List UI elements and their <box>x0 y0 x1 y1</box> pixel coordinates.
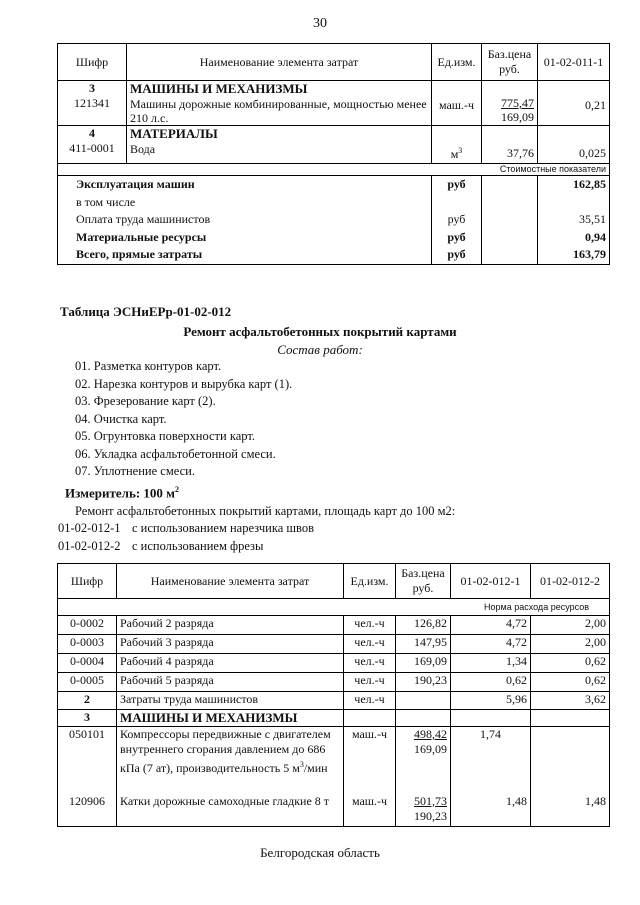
section-code: 4 <box>89 126 95 140</box>
resource-code: 0-0005 <box>58 673 117 692</box>
section-title: МАШИНЫ И МЕХАНИЗМЫ <box>130 81 308 96</box>
norm-value-1: 1,34 <box>451 654 531 673</box>
resource-unit: чел.-ч <box>344 654 396 673</box>
col-header-price: Баз.цена руб. <box>396 564 451 599</box>
norm-value-2: 1,48 <box>531 794 610 827</box>
norm-value-1: 1,48 <box>451 794 531 827</box>
resource-table-011 <box>57 43 610 265</box>
table-row <box>58 654 610 673</box>
resource-code: 411-0001 <box>69 141 115 155</box>
resource-code: 120906 <box>58 794 117 827</box>
works-heading: Состав работ: <box>277 342 363 357</box>
variant-line: 01-02-012-2 с использованием фрезы <box>58 539 264 553</box>
resource-unit: чел.-ч <box>344 673 396 692</box>
section-code: 3 <box>89 81 95 95</box>
col-header-code: Шифр <box>58 564 117 599</box>
resource-unit: $м^3$ <box>432 126 482 164</box>
resource-name: Рабочий 2 разряда <box>117 616 344 635</box>
resource-unit: маш.-ч <box>344 794 396 827</box>
resource-unit: маш.-ч <box>344 727 396 794</box>
summary-label: в том числе <box>76 194 136 209</box>
summary-unit: руб <box>447 247 466 261</box>
resource-name: Машины дорожные комбинированные, мощностью менее 210 л.с. <box>130 97 427 125</box>
table-row <box>58 616 610 635</box>
price-total: 498,42 <box>414 727 447 741</box>
price-total: 501,73 <box>414 793 447 808</box>
variant-line: 01-02-012-1 с использованием нарезчика швов <box>58 521 314 535</box>
summary-unit: руб <box>447 229 466 244</box>
norm-label: Норма расхода ресурсов <box>58 599 610 616</box>
norm-value-2: 0,62 <box>531 654 610 673</box>
norm-value-1: 4,72 <box>451 635 531 654</box>
list-item: 03. Фрезерование карт (2). <box>75 394 216 408</box>
resource-table-012 <box>57 563 610 827</box>
cost-indicators-row <box>58 164 610 176</box>
price-total: 147,95 <box>396 635 451 654</box>
resource-code: 121341 <box>74 96 110 110</box>
table-row <box>58 81 610 126</box>
description: Ремонт асфальтобетонных покрытий картами, площадь карт до 100 м2: <box>75 504 456 518</box>
norm-value-2: 2,00 <box>531 635 610 654</box>
summary-row <box>58 176 610 265</box>
table-row <box>58 673 610 692</box>
summary-label: Всего, прямые затраты <box>76 247 203 261</box>
resource-name: Затраты труда машинистов <box>117 692 344 710</box>
col-header-norm-1: 01-02-012-1 <box>451 564 531 599</box>
col-header-unit: Ед.изм. <box>432 44 482 81</box>
resource-name: Вода <box>130 142 156 156</box>
price-total: 775,47 <box>501 96 534 110</box>
resource-code: 0-0003 <box>58 635 117 654</box>
list-item: 01. Разметка контуров карт. <box>75 359 222 373</box>
section-heading: Ремонт асфальтобетонных покрытий картами <box>183 324 457 339</box>
table-row <box>58 794 610 827</box>
norm-value-2: 0,62 <box>531 673 610 692</box>
resource-name: Рабочий 5 разряда <box>117 673 344 692</box>
section-title: МАТЕРИАЛЫ <box>130 126 218 141</box>
norm-value-1: 1,74 <box>451 727 531 794</box>
summary-value: 35,51 <box>579 212 606 226</box>
resource-name: Рабочий 3 разряда <box>117 635 344 654</box>
footer-region: Белгородская область <box>260 845 380 860</box>
norm-value-1: 0,62 <box>451 673 531 692</box>
price-wage: 190,23 <box>414 808 447 823</box>
summary-label: Эксплуатация машин <box>76 177 195 191</box>
page-number: 30 <box>313 16 327 31</box>
table-row <box>58 692 610 710</box>
norm-value-1: 4,72 <box>451 616 531 635</box>
table-header-row <box>58 564 610 599</box>
section-row <box>58 710 610 727</box>
works-list <box>75 359 292 482</box>
resource-name: Катки дорожные самоходные гладкие 8 т <box>117 794 344 827</box>
resource-unit: маш.-ч <box>432 81 482 126</box>
summary-label: Оплата труда машинистов <box>76 212 211 226</box>
price-wage: 169,09 <box>501 110 534 124</box>
resource-name: Рабочий 4 разряда <box>117 654 344 673</box>
norm-value-2 <box>531 727 610 794</box>
table-row <box>58 126 610 164</box>
table-header-row <box>58 44 610 81</box>
resource-name: Компрессоры передвижные с двигателем внутреннего сгорания давлением до 686 кПа (7 ат), производительность 5 $м^3$/мин <box>117 727 344 794</box>
norm-value: 0,21 <box>538 81 610 126</box>
resource-unit: чел.-ч <box>344 616 396 635</box>
price-total: 126,82 <box>396 616 451 635</box>
list-item: 05. Огрунтовка поверхности карт. <box>75 429 255 443</box>
list-item: 06. Укладка асфальтобетонной смеси. <box>75 446 276 461</box>
price-total: 37,76 <box>482 126 538 164</box>
summary-unit: руб <box>447 212 466 226</box>
table-row <box>58 727 610 794</box>
price-total: 169,09 <box>396 654 451 673</box>
price-wage: 169,09 <box>414 742 447 756</box>
col-header-name: Наименование элемента затрат <box>127 44 432 81</box>
summary-value: 163,79 <box>573 247 606 261</box>
table-title: Таблица ЭСНиЕРр-01-02-012 <box>60 304 232 319</box>
summary-label: Материальные ресурсы <box>76 229 207 244</box>
resource-code: 050101 <box>58 727 117 794</box>
list-item: 07. Уплотнение смеси. <box>75 464 195 478</box>
list-item: 04. Очистка карт. <box>75 411 167 426</box>
summary-value: 0,94 <box>585 229 606 244</box>
col-header-norm-2: 01-02-012-2 <box>531 564 610 599</box>
resource-unit: чел.-ч <box>344 635 396 654</box>
norm-label-row <box>58 599 610 616</box>
norm-value: 0,025 <box>538 126 610 164</box>
meter-label: Измеритель: 100 $м^2$ <box>65 485 180 501</box>
col-header-code: Шифр <box>58 44 127 81</box>
resource-code: 0-0002 <box>58 616 117 635</box>
summary-value: 162,85 <box>573 177 606 191</box>
list-item: 02. Нарезка контуров и вырубка карт (1). <box>75 376 293 391</box>
section-code: 3 <box>58 710 117 727</box>
col-header-price: Баз.цена руб. <box>482 44 538 81</box>
norm-value-1: 5,96 <box>451 692 531 710</box>
resource-code: 0-0004 <box>58 654 117 673</box>
col-header-unit: Ед.изм. <box>344 564 396 599</box>
norm-value-2: 3,62 <box>531 692 610 710</box>
cost-indicators-label: Стоимостные показатели <box>58 164 610 176</box>
summary-unit: руб <box>447 177 466 191</box>
resource-unit: чел.-ч <box>344 692 396 710</box>
col-header-name: Наименование элемента затрат <box>117 564 344 599</box>
price-total: 190,23 <box>396 673 451 692</box>
col-header-norm: 01-02-011-1 <box>538 44 610 81</box>
section-code: 2 <box>58 692 117 710</box>
section-title: МАШИНЫ И МЕХАНИЗМЫ <box>117 710 344 727</box>
norm-value-2: 2,00 <box>531 616 610 635</box>
table-row <box>58 635 610 654</box>
